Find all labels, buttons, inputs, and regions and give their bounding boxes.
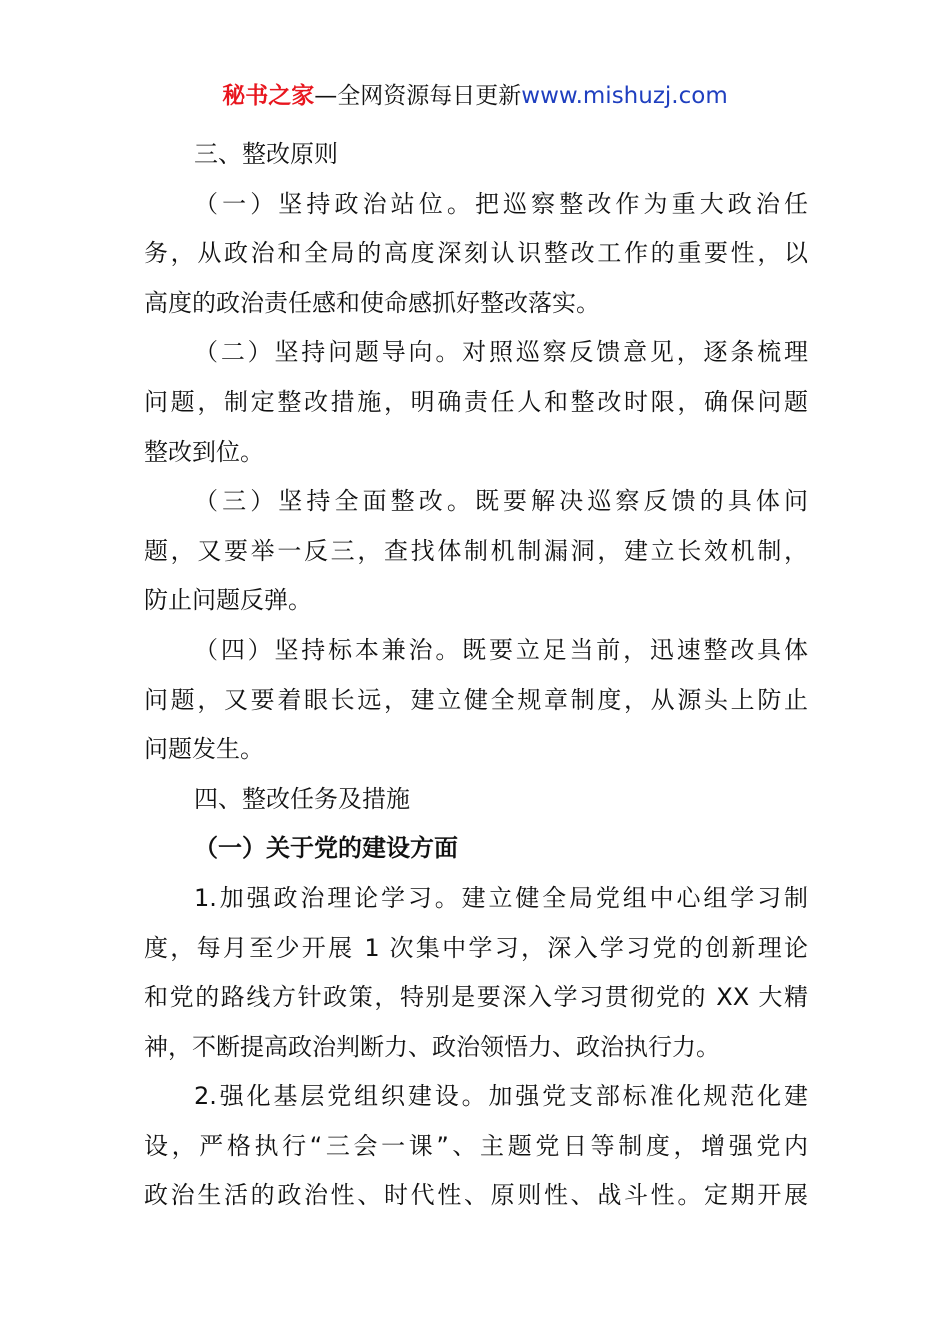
- body-line: （二）坚持问题导向。对照巡察反馈意见，逐条梳理: [194, 338, 808, 367]
- body-line: 和党的路线方针政策，特别是要深入学习贯彻党的 XX 大精: [144, 983, 808, 1012]
- body-line: 四、整改任务及措施: [194, 784, 410, 813]
- body-line: （三）坚持全面整改。既要解决巡察反馈的具体问: [194, 487, 808, 516]
- body-line: 三、整改原则: [194, 140, 338, 168]
- body-line: 设，严格执行“三会一课”、主题党日等制度，增强党内: [144, 1131, 808, 1160]
- body-line: 2.强化基层党组织建设。加强党支部标准化规范化建: [194, 1082, 808, 1111]
- header-url[interactable]: www.mishuzj.com: [521, 83, 728, 109]
- body-line: 整改到位。: [144, 437, 264, 466]
- body-line: （四）坚持标本兼治。既要立足当前，迅速整改具体: [194, 635, 808, 664]
- body-line: 务，从政治和全局的高度深刻认识整改工作的重要性，以: [144, 239, 808, 268]
- body-line: 度，每月至少开展 1 次集中学习，深入学习党的创新理论: [144, 933, 808, 962]
- body-line: 问题，制定整改措施，明确责任人和整改时限，确保问题: [144, 387, 808, 416]
- body-line: 问题，又要着眼长远，建立健全规章制度，从源头上防止: [144, 685, 808, 714]
- body-line: 神，不断提高政治判断力、政治领悟力、政治执行力。: [144, 1032, 720, 1061]
- section-heading: （一）关于党的建设方面: [194, 834, 458, 863]
- body-line: 高度的政治责任感和使命感抓好整改落实。: [144, 288, 600, 317]
- page-header: [0, 80, 950, 112]
- body-line: （一）坚持政治站位。把巡察整改作为重大政治任: [194, 189, 808, 218]
- body-line: 政治生活的政治性、时代性、原则性、战斗性。定期开展: [144, 1181, 808, 1210]
- body-line: 防止问题反弹。: [144, 586, 312, 615]
- header-brand: 秘书之家: [222, 83, 315, 109]
- header-slogan: —全网资源每日更新: [314, 83, 522, 109]
- body-line: 问题发生。: [144, 735, 264, 764]
- document-body: [144, 130, 808, 1221]
- body-line: 题，又要举一反三，查找体制机制漏洞，建立长效机制，: [144, 536, 808, 565]
- body-line: 1.加强政治理论学习。建立健全局党组中心组学习制: [194, 883, 808, 912]
